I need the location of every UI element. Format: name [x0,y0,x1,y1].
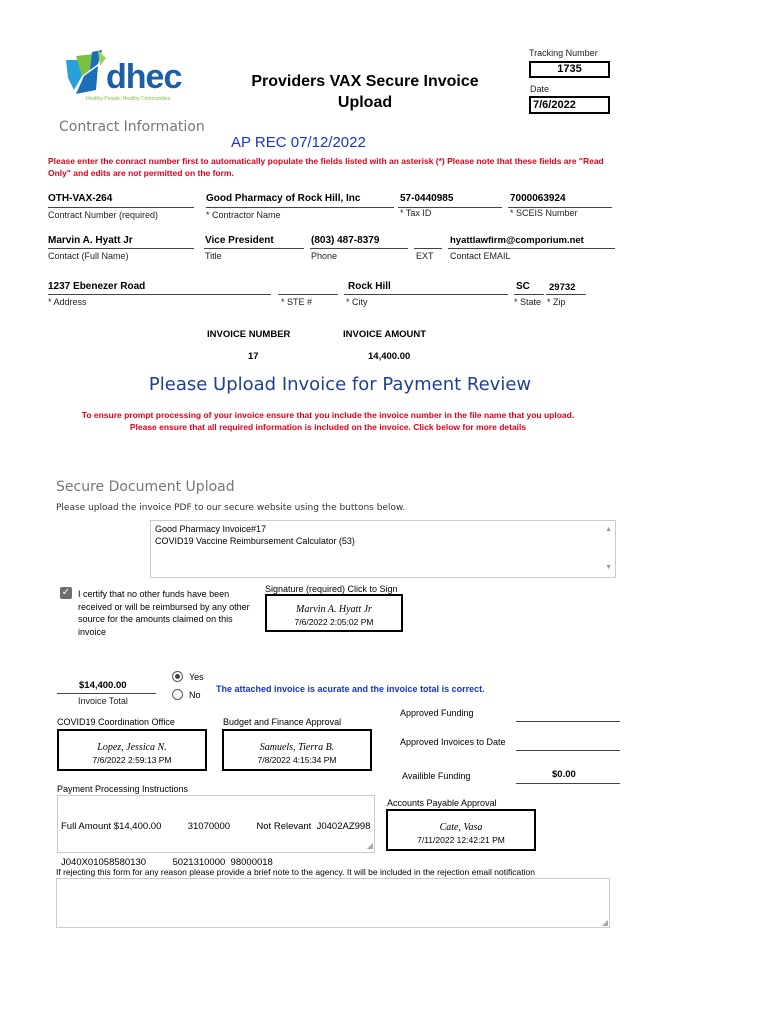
approved-invoices-field[interactable] [516,750,620,751]
title-value[interactable]: Vice President [205,235,274,246]
date-value: 7/6/2022 [533,99,576,111]
logo-text: dhec [106,58,182,96]
checkmark-icon: ✓ [61,587,71,598]
budget-approval-name: Samuels, Tierra B. [259,742,335,753]
no-label: No [189,690,201,700]
ext-field[interactable] [414,248,442,249]
resize-grip-icon[interactable]: ◢ [601,918,608,927]
budget-approval-signature[interactable] [222,729,372,771]
ap-approval-signature[interactable] [386,809,536,851]
upload-instructions: Please upload the invoice PDF to our secure website using the buttons below. [56,503,406,513]
invoice-amount-value[interactable]: 14,400.00 [368,351,411,362]
ste-field [278,294,338,295]
contract-number-value[interactable]: OTH-VAX-264 [48,193,113,204]
phone-value[interactable]: (803) 487-8379 [311,235,380,246]
covid-office-label: COVID19 Coordination Office [57,717,175,727]
date-label: Date [530,84,550,94]
contract-section-title: Contract Information [59,119,205,135]
tax-id-value: 57-0440985 [400,193,454,204]
resize-grip-icon[interactable]: ◢ [366,841,373,850]
page-title [220,71,510,113]
title-label: Title [205,251,222,261]
reject-note-label: If rejecting this form for any reason please provide a brief note to the agency. It will be included in the rejection email notification [56,867,535,877]
signature-date: 7/6/2022 2:05:02 PM [294,617,374,627]
covid-office-signature[interactable] [57,729,207,771]
zip-label: * Zip [547,297,566,307]
total-statement: The attached invoice is acurate and the invoice total is correct. [216,684,485,694]
invoice-amount-label: INVOICE AMOUNT [343,329,427,340]
uploaded-files-list[interactable] [150,520,616,578]
invoice-total-value[interactable]: $14,400.00 [79,680,127,691]
approved-funding-field[interactable] [516,721,620,722]
sceis-number-value: 7000063924 [510,193,566,204]
no-radio[interactable] [172,689,183,700]
title-line-1: Providers VAX Secure Invoice [251,73,479,90]
signature-label: Signature (required) Click to Sign [265,584,398,594]
ap-approval-label: Accounts Payable Approval [387,798,497,808]
invoice-number-label: INVOICE NUMBER [207,329,291,340]
address-value: 1237 Ebenezer Road [48,281,146,292]
upload-section-title: Secure Document Upload [56,479,235,495]
signature-name: Marvin A. Hyatt Jr [296,604,372,615]
scroll-down-icon[interactable]: ▼ [605,564,612,571]
ap-approval-date: 7/11/2022 12:42:21 PM [417,835,505,845]
contractor-name-value: Good Pharmacy of Rock Hill, Inc [206,193,361,204]
upload-red-line-1: To ensure prompt processing of your invoice ensure that you include the invoice number in the file name that you upload. [81,410,575,420]
approved-invoices-label: Approved Invoices to Date [400,737,506,747]
phone-label: Phone [311,251,338,261]
scroll-up-icon[interactable]: ▲ [605,526,612,533]
budget-approval-label: Budget and Finance Approval [223,717,342,727]
invoice-number-value[interactable]: 17 [248,351,259,362]
ste-label: * STE # [281,297,313,307]
tracking-label: Tracking Number [529,48,598,58]
state-label: * State [514,297,542,307]
budget-approval-date: 7/8/2022 4:15:34 PM [257,755,337,765]
email-value[interactable]: hyattlawfirm@comporium.net [450,235,584,246]
address-label: * Address [48,297,87,307]
available-funding-value: $0.00 [552,769,576,780]
tax-id-label: * Tax ID [400,208,432,218]
invoice-total-label: Invoice Total [78,696,128,706]
contact-name-value[interactable]: Marvin A. Hyatt Jr [48,235,133,246]
covid-office-date: 7/6/2022 2:59:13 PM [92,755,172,765]
tracking-value: 1735 [557,63,582,75]
ap-approval-name: Cate, Vasa [439,822,483,833]
signature-field[interactable] [265,594,403,632]
payment-instructions-field[interactable] [57,795,375,868]
contract-instruction: Please enter the conract number first to automatically populate the fields listed with an asterisk (*) Please note that these fields are "Read Only" and edits are not permitted on the form. [48,156,604,178]
dhec-logo [62,46,197,108]
payment-instructions-label: Payment Processing Instructions [57,784,189,794]
covid-office-name: Lopez, Jessica N. [97,742,167,753]
contractor-name-label: * Contractor Name [206,210,281,220]
zip-value: 29732 [549,282,576,293]
payment-line-1: Full Amount $14,400.00 31070000 Not Relevant J0402AZ998 [61,821,371,832]
uploaded-file-2[interactable]: COVID19 Vaccine Reimbursement Calculator (53) [155,536,355,546]
payment-line-2: J040X01058580130 5021310000 98000018 [61,857,273,868]
tracking-field[interactable] [529,61,610,78]
title-line-2: Upload [337,94,393,111]
city-label: * City [346,297,368,307]
certify-checkbox[interactable] [60,587,72,599]
logo-tagline: Healthy People. Healthy Communities. [86,96,172,102]
uploaded-file-1[interactable]: Good Pharmacy Invoice#17 [155,524,267,534]
state-value: SC [516,281,530,292]
ap-rec-text: AP REC 07/12/2022 [231,134,366,151]
email-label: Contact EMAIL [450,251,511,261]
upload-red-line-2: Please ensure that all required information is included on the invoice. Click below for more details [129,422,527,432]
available-funding-label: Availible Funding [402,771,471,781]
yes-radio[interactable] [172,671,183,682]
sceis-number-label: * SCEIS Number [510,208,578,218]
certify-text: I certify that no other funds have been received or will be reimbursed by any other source for the amounts claimed on this invoice [78,589,250,637]
yes-label: Yes [189,672,204,682]
reject-note-field[interactable] [56,878,610,928]
contract-number-label: Contract Number (required) [48,210,159,220]
upload-heading: Please Upload Invoice for Payment Review [148,374,532,395]
approved-funding-label: Approved Funding [400,708,474,718]
city-value: Rock Hill [348,281,391,292]
date-field[interactable] [529,96,610,114]
ext-label: EXT [416,251,434,261]
contact-name-label: Contact (Full Name) [48,251,129,261]
